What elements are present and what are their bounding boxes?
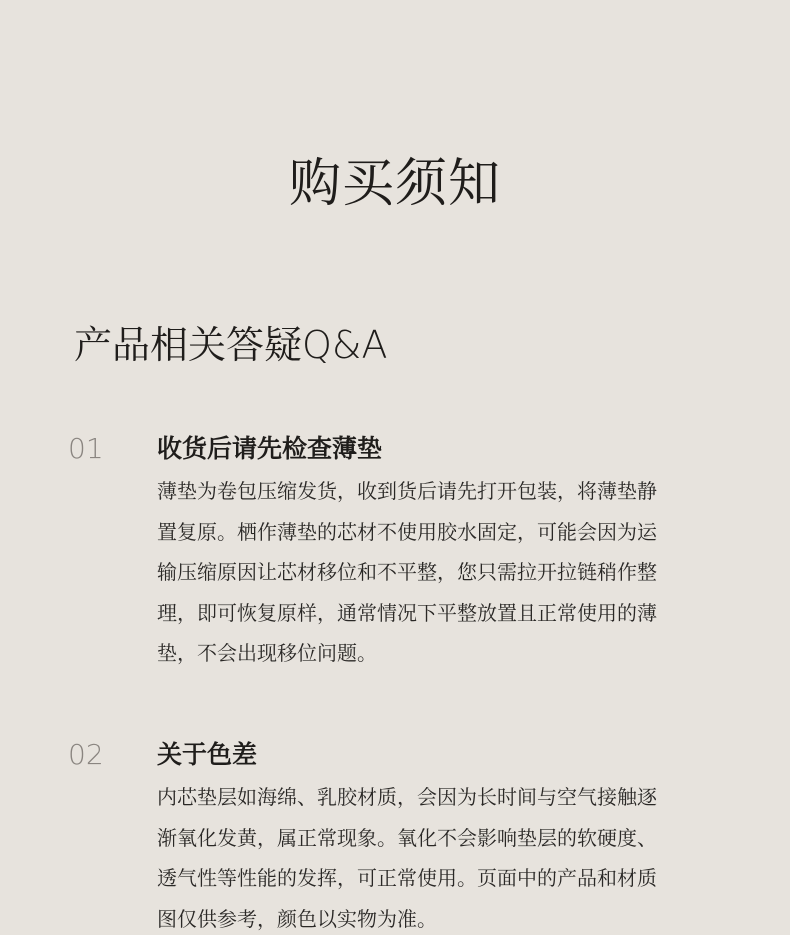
section-title: 产品相关答疑Q&A: [74, 323, 388, 367]
page-title: 购买须知: [288, 154, 501, 214]
qa-number: 02: [68, 738, 104, 771]
answer-line: 薄垫为卷包压缩发货，收到货后请先打开包装，将薄垫静: [157, 479, 657, 503]
qa-answer: [157, 777, 722, 935]
answer-line: 图仅供参考，颜色以实物为准。: [157, 906, 437, 931]
answer-line: 理，即可恢复原样，通常情况下平整放置且正常使用的薄: [157, 600, 657, 625]
answer-line: 透气性等性能的发挥，可正常使用。页面中的产品和材质: [157, 866, 657, 890]
qa-number: 01: [68, 432, 104, 465]
qa-question: 关于色差: [157, 740, 258, 769]
answer-line: 渐氧化发黄，属正常现象。氧化不会影响垫层的软硬度、: [157, 825, 657, 850]
qa-answer: [157, 471, 722, 674]
answer-line: 垫，不会出现移位问题。: [157, 641, 377, 665]
answer-line: 内芯垫层如海绵、乳胶材质，会因为长时间与空气接触逐: [157, 785, 657, 809]
qa-question: 收货后请先检查薄垫: [157, 434, 383, 463]
answer-line: 输压缩原因让芯材移位和不平整，您只需拉开拉链稍作整: [157, 560, 657, 584]
answer-line: 置复原。栖作薄垫的芯材不使用胶水固定，可能会因为运: [157, 519, 657, 544]
